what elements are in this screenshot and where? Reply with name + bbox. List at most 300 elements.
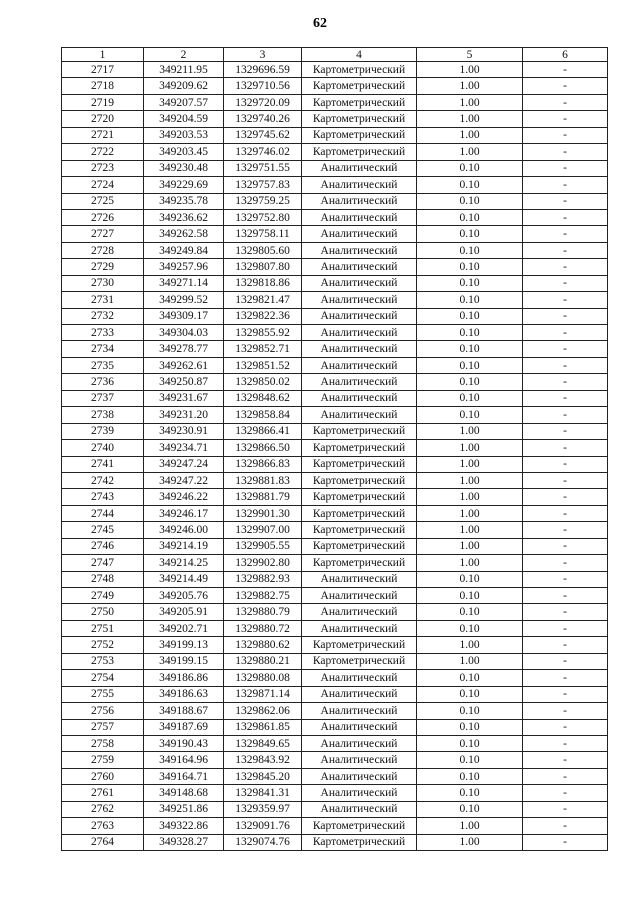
table-row: [62, 374, 608, 390]
cell-accuracy: 1.00: [417, 127, 523, 143]
cell-coord-x: 349148.68: [144, 785, 224, 801]
cell-coord-y: 1329359.97: [224, 801, 302, 817]
cell-point-number: 2764: [62, 834, 144, 850]
cell-method: Картометрический: [302, 440, 417, 456]
cell-description: -: [523, 440, 608, 456]
cell-point-number: 2739: [62, 423, 144, 439]
table-row: [62, 209, 608, 225]
cell-coord-x: 349271.14: [144, 275, 224, 291]
cell-accuracy: 1.00: [417, 505, 523, 521]
cell-coord-y: 1329862.06: [224, 703, 302, 719]
cell-coord-x: 349229.69: [144, 177, 224, 193]
cell-coord-x: 349203.53: [144, 127, 224, 143]
cell-coord-x: 349207.57: [144, 94, 224, 110]
cell-accuracy: 1.00: [417, 456, 523, 472]
cell-point-number: 2743: [62, 489, 144, 505]
cell-method: Аналитический: [302, 209, 417, 225]
cell-method: Картометрический: [302, 78, 417, 94]
cell-point-number: 2726: [62, 209, 144, 225]
cell-coord-y: 1329843.92: [224, 752, 302, 768]
cell-accuracy: 0.10: [417, 703, 523, 719]
header-col-6: 6: [523, 48, 608, 62]
table-row: [62, 144, 608, 160]
cell-method: Картометрический: [302, 489, 417, 505]
cell-coord-x: 349164.71: [144, 768, 224, 784]
table-row: [62, 390, 608, 406]
cell-method: Аналитический: [302, 374, 417, 390]
cell-coord-x: 349247.22: [144, 472, 224, 488]
cell-coord-x: 349247.24: [144, 456, 224, 472]
table-row: [62, 259, 608, 275]
cell-description: -: [523, 259, 608, 275]
cell-point-number: 2723: [62, 160, 144, 176]
table-row: [62, 357, 608, 373]
cell-coord-y: 1329852.71: [224, 341, 302, 357]
cell-description: -: [523, 472, 608, 488]
cell-method: Аналитический: [302, 177, 417, 193]
cell-coord-y: 1329720.09: [224, 94, 302, 110]
cell-method: Картометрический: [302, 538, 417, 554]
cell-coord-x: 349188.67: [144, 703, 224, 719]
cell-method: Картометрический: [302, 62, 417, 78]
cell-accuracy: 1.00: [417, 144, 523, 160]
cell-coord-y: 1329858.84: [224, 407, 302, 423]
table-row: [62, 752, 608, 768]
cell-coord-x: 349246.00: [144, 522, 224, 538]
cell-coord-y: 1329841.31: [224, 785, 302, 801]
cell-method: Аналитический: [302, 670, 417, 686]
cell-accuracy: 0.10: [417, 259, 523, 275]
cell-accuracy: 0.10: [417, 374, 523, 390]
cell-coord-x: 349190.43: [144, 735, 224, 751]
table-row: [62, 94, 608, 110]
table-row: [62, 242, 608, 258]
cell-accuracy: 0.10: [417, 357, 523, 373]
cell-point-number: 2728: [62, 242, 144, 258]
cell-coord-y: 1329866.83: [224, 456, 302, 472]
cell-description: -: [523, 456, 608, 472]
cell-method: Аналитический: [302, 719, 417, 735]
table-row: [62, 505, 608, 521]
cell-accuracy: 1.00: [417, 522, 523, 538]
cell-point-number: 2749: [62, 588, 144, 604]
cell-method: Картометрический: [302, 423, 417, 439]
cell-method: Аналитический: [302, 160, 417, 176]
cell-point-number: 2736: [62, 374, 144, 390]
cell-coord-y: 1329696.59: [224, 62, 302, 78]
cell-description: -: [523, 78, 608, 94]
table-row: [62, 620, 608, 636]
cell-method: Аналитический: [302, 785, 417, 801]
cell-accuracy: 1.00: [417, 489, 523, 505]
cell-method: Картометрический: [302, 111, 417, 127]
cell-accuracy: 0.10: [417, 735, 523, 751]
table-row: [62, 111, 608, 127]
cell-description: -: [523, 489, 608, 505]
cell-point-number: 2719: [62, 94, 144, 110]
cell-point-number: 2737: [62, 390, 144, 406]
cell-point-number: 2718: [62, 78, 144, 94]
table-row: [62, 703, 608, 719]
cell-accuracy: 0.10: [417, 588, 523, 604]
cell-method: Аналитический: [302, 588, 417, 604]
table-row: [62, 588, 608, 604]
cell-coord-y: 1329740.26: [224, 111, 302, 127]
cell-description: -: [523, 686, 608, 702]
cell-point-number: 2747: [62, 555, 144, 571]
cell-accuracy: 1.00: [417, 637, 523, 653]
cell-coord-x: 349309.17: [144, 308, 224, 324]
table-row: [62, 801, 608, 817]
table-row: [62, 275, 608, 291]
cell-description: -: [523, 292, 608, 308]
cell-description: -: [523, 127, 608, 143]
cell-coord-y: 1329757.83: [224, 177, 302, 193]
cell-coord-x: 349231.20: [144, 407, 224, 423]
cell-method: Аналитический: [302, 357, 417, 373]
cell-point-number: 2733: [62, 325, 144, 341]
cell-coord-y: 1329882.93: [224, 571, 302, 587]
cell-description: -: [523, 193, 608, 209]
cell-method: Картометрический: [302, 653, 417, 669]
cell-coord-x: 349328.27: [144, 834, 224, 850]
cell-coord-y: 1329880.79: [224, 604, 302, 620]
cell-description: -: [523, 390, 608, 406]
cell-coord-x: 349257.96: [144, 259, 224, 275]
cell-coord-y: 1329091.76: [224, 818, 302, 834]
cell-coord-y: 1329861.85: [224, 719, 302, 735]
cell-point-number: 2746: [62, 538, 144, 554]
cell-accuracy: 1.00: [417, 440, 523, 456]
cell-coord-y: 1329880.72: [224, 620, 302, 636]
cell-description: -: [523, 111, 608, 127]
cell-accuracy: 0.10: [417, 686, 523, 702]
table-row: [62, 423, 608, 439]
cell-method: Картометрический: [302, 834, 417, 850]
cell-coord-y: 1329901.30: [224, 505, 302, 521]
cell-description: -: [523, 62, 608, 78]
cell-point-number: 2724: [62, 177, 144, 193]
cell-description: -: [523, 785, 608, 801]
cell-method: Аналитический: [302, 801, 417, 817]
cell-accuracy: 0.10: [417, 177, 523, 193]
header-row: [62, 48, 608, 62]
cell-point-number: 2759: [62, 752, 144, 768]
cell-method: Аналитический: [302, 604, 417, 620]
cell-method: Аналитический: [302, 193, 417, 209]
cell-point-number: 2763: [62, 818, 144, 834]
cell-accuracy: 1.00: [417, 538, 523, 554]
cell-accuracy: 0.10: [417, 670, 523, 686]
cell-coord-y: 1329746.02: [224, 144, 302, 160]
table-row: [62, 472, 608, 488]
cell-description: -: [523, 94, 608, 110]
table-row: [62, 818, 608, 834]
cell-description: -: [523, 801, 608, 817]
cell-accuracy: 0.10: [417, 209, 523, 225]
cell-method: Картометрический: [302, 127, 417, 143]
cell-coord-x: 349230.91: [144, 423, 224, 439]
cell-description: -: [523, 768, 608, 784]
cell-coord-x: 349187.69: [144, 719, 224, 735]
table-row: [62, 308, 608, 324]
cell-method: Аналитический: [302, 259, 417, 275]
cell-coord-x: 349204.59: [144, 111, 224, 127]
table-row: [62, 226, 608, 242]
cell-accuracy: 0.10: [417, 325, 523, 341]
cell-accuracy: 1.00: [417, 423, 523, 439]
cell-coord-x: 349209.62: [144, 78, 224, 94]
table-row: [62, 522, 608, 538]
cell-coord-y: 1329845.20: [224, 768, 302, 784]
cell-description: -: [523, 653, 608, 669]
table-row: [62, 78, 608, 94]
table-row: [62, 785, 608, 801]
cell-point-number: 2761: [62, 785, 144, 801]
cell-description: -: [523, 177, 608, 193]
table-row: [62, 653, 608, 669]
cell-method: Аналитический: [302, 768, 417, 784]
cell-coord-y: 1329752.80: [224, 209, 302, 225]
cell-coord-y: 1329849.65: [224, 735, 302, 751]
cell-method: Аналитический: [302, 325, 417, 341]
cell-point-number: 2740: [62, 440, 144, 456]
cell-method: Аналитический: [302, 390, 417, 406]
cell-accuracy: 1.00: [417, 94, 523, 110]
cell-coord-x: 349249.84: [144, 242, 224, 258]
cell-coord-y: 1329850.02: [224, 374, 302, 390]
table-row: [62, 325, 608, 341]
cell-description: -: [523, 160, 608, 176]
cell-coord-y: 1329907.00: [224, 522, 302, 538]
cell-coord-x: 349234.71: [144, 440, 224, 456]
cell-method: Картометрический: [302, 637, 417, 653]
cell-accuracy: 0.10: [417, 308, 523, 324]
header-col-3: 3: [224, 48, 302, 62]
cell-coord-x: 349230.48: [144, 160, 224, 176]
cell-coord-x: 349250.87: [144, 374, 224, 390]
table-row: [62, 637, 608, 653]
cell-accuracy: 0.10: [417, 275, 523, 291]
cell-accuracy: 0.10: [417, 160, 523, 176]
table-row: [62, 571, 608, 587]
cell-coord-y: 1329751.55: [224, 160, 302, 176]
cell-accuracy: 1.00: [417, 472, 523, 488]
cell-accuracy: 0.10: [417, 242, 523, 258]
cell-point-number: 2729: [62, 259, 144, 275]
cell-point-number: 2717: [62, 62, 144, 78]
cell-method: Картометрический: [302, 818, 417, 834]
cell-coord-x: 349211.95: [144, 62, 224, 78]
cell-coord-y: 1329866.50: [224, 440, 302, 456]
cell-point-number: 2734: [62, 341, 144, 357]
cell-coord-x: 349278.77: [144, 341, 224, 357]
cell-method: Аналитический: [302, 292, 417, 308]
cell-accuracy: 0.10: [417, 604, 523, 620]
cell-accuracy: 0.10: [417, 407, 523, 423]
cell-point-number: 2750: [62, 604, 144, 620]
cell-accuracy: 1.00: [417, 653, 523, 669]
cell-accuracy: 1.00: [417, 834, 523, 850]
cell-method: Аналитический: [302, 341, 417, 357]
cell-point-number: 2732: [62, 308, 144, 324]
cell-accuracy: 0.10: [417, 292, 523, 308]
header-col-2: 2: [144, 48, 224, 62]
cell-point-number: 2758: [62, 735, 144, 751]
cell-coord-y: 1329882.75: [224, 588, 302, 604]
cell-description: -: [523, 505, 608, 521]
cell-coord-x: 349262.61: [144, 357, 224, 373]
table-row: [62, 834, 608, 850]
cell-coord-y: 1329818.86: [224, 275, 302, 291]
cell-coord-x: 349186.86: [144, 670, 224, 686]
cell-point-number: 2755: [62, 686, 144, 702]
cell-coord-x: 349199.13: [144, 637, 224, 653]
cell-coord-y: 1329074.76: [224, 834, 302, 850]
cell-description: -: [523, 555, 608, 571]
cell-point-number: 2748: [62, 571, 144, 587]
cell-description: -: [523, 670, 608, 686]
cell-description: -: [523, 226, 608, 242]
cell-point-number: 2742: [62, 472, 144, 488]
table-body: [62, 62, 608, 851]
cell-coord-x: 349304.03: [144, 325, 224, 341]
cell-point-number: 2745: [62, 522, 144, 538]
cell-description: -: [523, 620, 608, 636]
cell-description: -: [523, 703, 608, 719]
cell-accuracy: 0.10: [417, 785, 523, 801]
header-col-4: 4: [302, 48, 417, 62]
cell-coord-x: 349262.58: [144, 226, 224, 242]
cell-description: -: [523, 538, 608, 554]
cell-method: Картометрический: [302, 144, 417, 160]
cell-coord-x: 349214.49: [144, 571, 224, 587]
cell-coord-x: 349246.22: [144, 489, 224, 505]
cell-description: -: [523, 637, 608, 653]
cell-accuracy: 0.10: [417, 801, 523, 817]
cell-point-number: 2730: [62, 275, 144, 291]
cell-method: Аналитический: [302, 752, 417, 768]
cell-point-number: 2735: [62, 357, 144, 373]
cell-method: Аналитический: [302, 226, 417, 242]
cell-coord-x: 349251.86: [144, 801, 224, 817]
cell-coord-y: 1329821.47: [224, 292, 302, 308]
cell-accuracy: 0.10: [417, 571, 523, 587]
cell-point-number: 2757: [62, 719, 144, 735]
cell-coord-x: 349235.78: [144, 193, 224, 209]
table-row: [62, 686, 608, 702]
cell-point-number: 2762: [62, 801, 144, 817]
cell-accuracy: 0.10: [417, 719, 523, 735]
cell-accuracy: 0.10: [417, 341, 523, 357]
cell-accuracy: 0.10: [417, 752, 523, 768]
cell-method: Картометрический: [302, 94, 417, 110]
cell-method: Аналитический: [302, 275, 417, 291]
cell-method: Картометрический: [302, 555, 417, 571]
cell-coord-x: 349186.63: [144, 686, 224, 702]
cell-method: Аналитический: [302, 620, 417, 636]
cell-point-number: 2752: [62, 637, 144, 653]
cell-description: -: [523, 522, 608, 538]
cell-coord-x: 349236.62: [144, 209, 224, 225]
cell-coord-y: 1329848.62: [224, 390, 302, 406]
cell-method: Картометрический: [302, 456, 417, 472]
cell-coord-x: 349246.17: [144, 505, 224, 521]
cell-accuracy: 1.00: [417, 111, 523, 127]
cell-coord-y: 1329881.83: [224, 472, 302, 488]
cell-coord-x: 349231.67: [144, 390, 224, 406]
table-row: [62, 555, 608, 571]
table-row: [62, 538, 608, 554]
cell-accuracy: 1.00: [417, 818, 523, 834]
cell-accuracy: 0.10: [417, 226, 523, 242]
cell-coord-y: 1329855.92: [224, 325, 302, 341]
table-header: [62, 48, 608, 62]
cell-accuracy: 1.00: [417, 78, 523, 94]
cell-coord-x: 349202.71: [144, 620, 224, 636]
cell-point-number: 2754: [62, 670, 144, 686]
cell-coord-x: 349203.45: [144, 144, 224, 160]
table-row: [62, 456, 608, 472]
table-row: [62, 160, 608, 176]
table-row: [62, 62, 608, 78]
cell-description: -: [523, 719, 608, 735]
cell-method: Аналитический: [302, 686, 417, 702]
cell-description: -: [523, 357, 608, 373]
table-row: [62, 719, 608, 735]
cell-description: -: [523, 308, 608, 324]
cell-point-number: 2753: [62, 653, 144, 669]
cell-point-number: 2721: [62, 127, 144, 143]
header-col-1: 1: [62, 48, 144, 62]
table-row: [62, 768, 608, 784]
cell-point-number: 2720: [62, 111, 144, 127]
cell-method: Аналитический: [302, 407, 417, 423]
cell-coord-y: 1329871.14: [224, 686, 302, 702]
cell-coord-x: 349322.86: [144, 818, 224, 834]
cell-method: Картометрический: [302, 505, 417, 521]
table-row: [62, 292, 608, 308]
cell-point-number: 2731: [62, 292, 144, 308]
cell-point-number: 2751: [62, 620, 144, 636]
cell-coord-y: 1329880.62: [224, 637, 302, 653]
cell-description: -: [523, 325, 608, 341]
cell-description: -: [523, 818, 608, 834]
cell-coord-x: 349214.25: [144, 555, 224, 571]
header-col-5: 5: [417, 48, 523, 62]
cell-description: -: [523, 144, 608, 160]
table-row: [62, 177, 608, 193]
cell-method: Аналитический: [302, 703, 417, 719]
cell-point-number: 2725: [62, 193, 144, 209]
cell-method: Аналитический: [302, 308, 417, 324]
cell-description: -: [523, 423, 608, 439]
cell-coord-x: 349205.91: [144, 604, 224, 620]
cell-method: Аналитический: [302, 571, 417, 587]
cell-description: -: [523, 752, 608, 768]
cell-coord-y: 1329851.52: [224, 357, 302, 373]
cell-method: Картометрический: [302, 472, 417, 488]
cell-description: -: [523, 209, 608, 225]
cell-coord-x: 349214.19: [144, 538, 224, 554]
cell-point-number: 2738: [62, 407, 144, 423]
table-row: [62, 193, 608, 209]
cell-accuracy: 1.00: [417, 62, 523, 78]
cell-accuracy: 0.10: [417, 390, 523, 406]
cell-description: -: [523, 735, 608, 751]
cell-point-number: 2722: [62, 144, 144, 160]
cell-method: Аналитический: [302, 735, 417, 751]
